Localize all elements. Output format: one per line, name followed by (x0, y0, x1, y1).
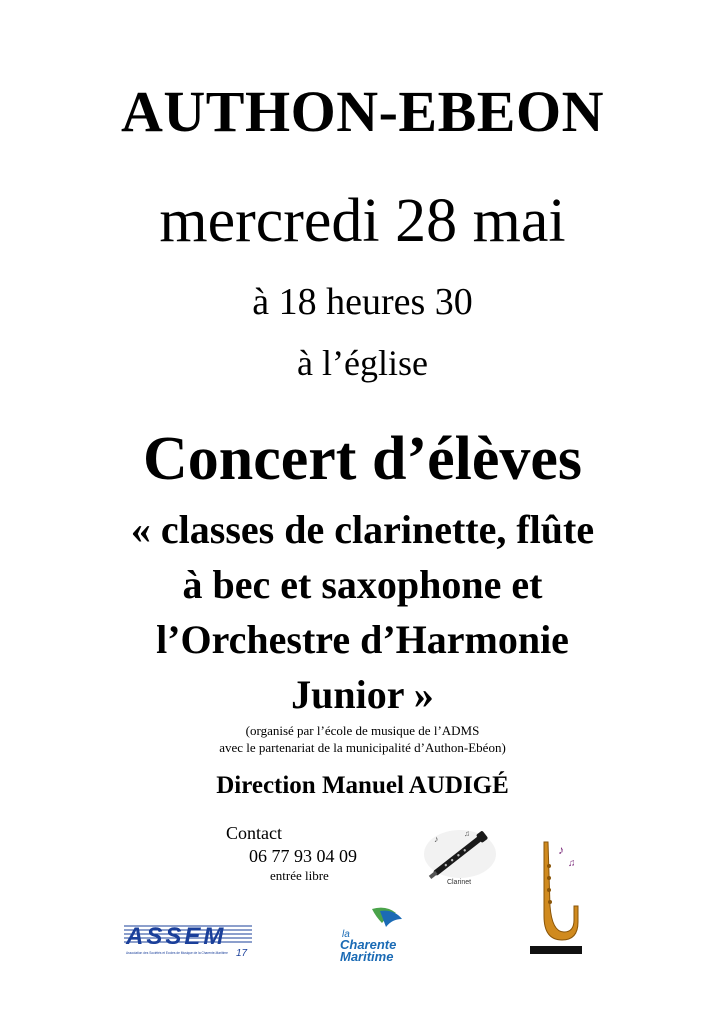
assem-logo-text: ASSEM (126, 923, 227, 950)
clarinet-caption: Clarinet (446, 879, 472, 886)
concert-time: à 18 heures 30 (252, 281, 473, 323)
assem-logo-subtitle: Association des Sociétés et Ecoles de Musique de la Charente-Maritime (126, 951, 228, 955)
clarinet-illustration (418, 820, 500, 890)
assem-logo-number: 17 (236, 948, 248, 959)
saxophone-illustration (530, 836, 582, 956)
concert-place: à l’église (297, 343, 428, 383)
assem-logo (118, 912, 258, 962)
organizer-line: avec le partenariat de la municipalité d’Authon-Ebéon) (219, 740, 506, 755)
organizer-line: (organisé par l’école de musique de l’ADMS (245, 723, 480, 738)
svg-text:♫: ♫ (464, 829, 470, 838)
concert-title: Concert d’élèves (143, 425, 582, 493)
cm-logo-line3: Maritime (340, 949, 394, 964)
concert-date: mercredi 28 mai (159, 187, 566, 255)
description-line: l’Orchestre d’Harmonie (156, 617, 569, 662)
town-heading: AUTHON-EBEON (121, 79, 604, 144)
cm-logo-line1: la (342, 929, 350, 940)
charente-maritime-logo (336, 905, 416, 965)
description-line: à bec et saxophone et (182, 562, 543, 607)
svg-text:♪: ♪ (558, 843, 564, 857)
cm-logo-line2: Charente (340, 937, 397, 952)
contact-label: Contact (226, 823, 282, 843)
description-line: Junior » (291, 672, 434, 717)
contact-phone: 06 77 93 04 09 (249, 846, 357, 866)
description-line: « classes de clarinette, flûte (130, 507, 595, 552)
entry-free-note: entrée libre (270, 868, 329, 883)
svg-text:♫: ♫ (568, 858, 576, 869)
direction-credit: Direction Manuel AUDIGÉ (216, 772, 509, 799)
svg-text:♪: ♪ (434, 834, 439, 844)
